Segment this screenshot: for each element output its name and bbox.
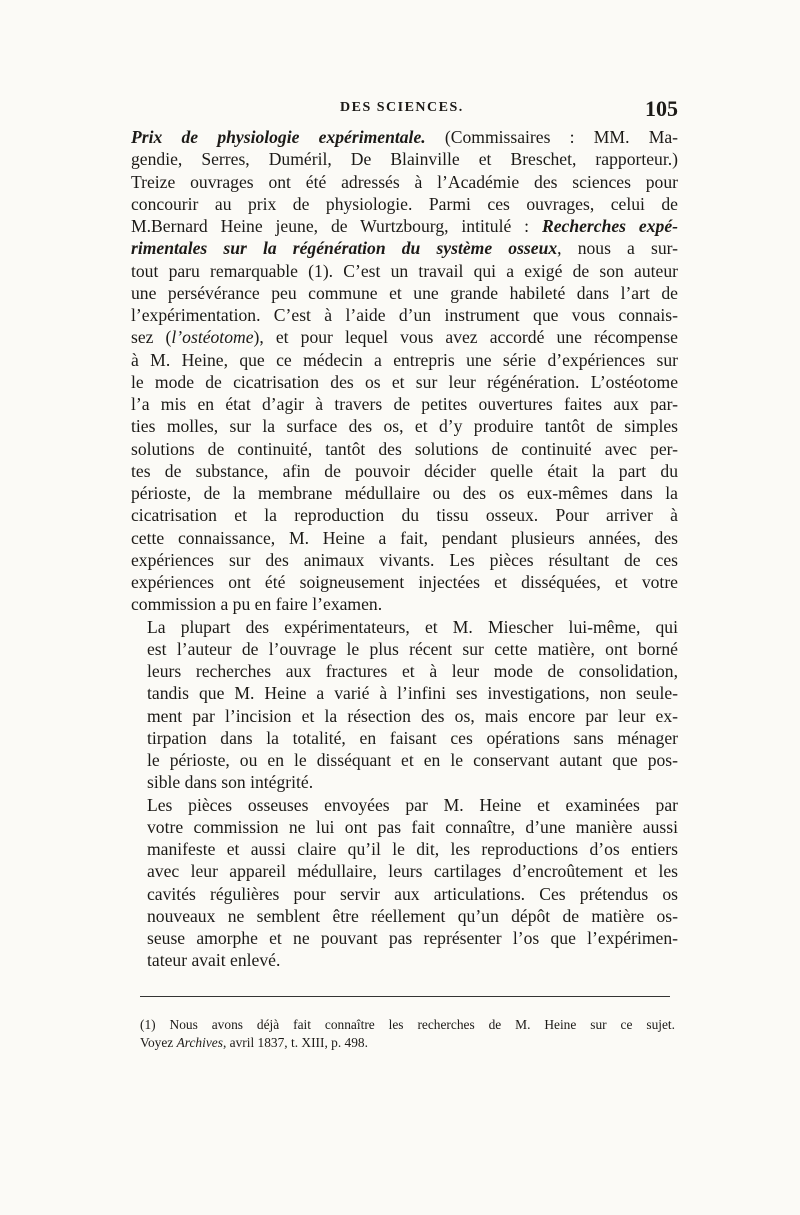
text-line: ties molles, sur la surface des os, et d’y produire tantôt de simples bbox=[131, 416, 678, 437]
text-segment: , avril 1837, t. XIII, p. 498. bbox=[222, 1035, 368, 1050]
text-line: gendie, Serres, Duméril, De Blainville et Breschet, rapporteur.) bbox=[131, 149, 678, 170]
italic-term: l’ostéotome bbox=[171, 327, 254, 348]
text-segment: M.Bernard Heine jeune, de Wurtzbourg, intitulé : bbox=[131, 216, 542, 236]
text-line: leurs recherches aux fractures et à leur mode de consolidation, bbox=[147, 661, 678, 681]
text-segment: (Commissaires : MM. Ma- bbox=[425, 127, 678, 147]
text-segment: Voyez bbox=[140, 1035, 177, 1050]
footnote bbox=[140, 1016, 675, 1052]
text-line bbox=[131, 215, 678, 237]
journal-title: Archives bbox=[176, 1035, 223, 1050]
text-line: solutions de continuité, tantôt des solutions de continuité avec per- bbox=[131, 438, 678, 459]
text-line: Les pièces osseuses envoyées par M. Heine et examinées par bbox=[147, 794, 678, 815]
footnote-line bbox=[140, 1034, 675, 1052]
text-line: sible dans son intégrité. bbox=[147, 772, 314, 793]
text-line: l’a mis en état d’agir à travers de petites ouvertures faites aux par- bbox=[131, 394, 678, 414]
text-segment: sez ( bbox=[131, 327, 172, 348]
text-line: tateur avait enlevé. bbox=[147, 950, 281, 971]
page-header bbox=[130, 96, 678, 126]
text-line: expériences ont été soigneusement injectées et disséquées, et votre bbox=[131, 572, 678, 592]
text-line: tandis que M. Heine a varié à l’infini ses investigations, non seule- bbox=[147, 683, 678, 704]
text-line: le périoste, ou en le disséquant et en le conservant autant que pos- bbox=[147, 750, 678, 770]
text-line: cette connaissance, M. Heine a fait, pendant plusieurs années, des bbox=[131, 527, 678, 548]
text-line: manifeste et aussi claire qu’il le dit, les reproductions d’os entiers bbox=[147, 839, 678, 859]
text-line: le mode de cicatrisation des os et sur leur régénération. L’ostéotome bbox=[131, 371, 678, 392]
text-line: l’expérimentation. C’est à l’aide d’un instrument que vous connais- bbox=[131, 305, 678, 325]
footnote-divider bbox=[140, 996, 670, 997]
paragraph-experimenters bbox=[131, 616, 678, 794]
text-line: périoste, de la membrane médullaire ou des os eux-mêmes dans la bbox=[131, 483, 678, 503]
text-line: est l’auteur de l’ouvrage le plus récent sur cette matière, ont borné bbox=[147, 638, 678, 659]
text-line: concourir au prix de physiologie. Parmi ces ouvrages, celui de bbox=[131, 193, 678, 214]
text-line: ment par l’incision et la résection des os, mais encore par leur ex- bbox=[147, 705, 678, 726]
text-line: à M. Heine, que ce médecin a entrepris une série d’expériences sur bbox=[131, 349, 678, 370]
text-line bbox=[131, 126, 678, 148]
footnote-line: (1) Nous avons déjà fait connaître les recherches de M. Heine sur ce sujet. bbox=[140, 1017, 675, 1032]
text-line: commission a pu en faire l’examen. bbox=[131, 594, 383, 615]
paragraph-bone-pieces bbox=[131, 794, 678, 972]
page-number: 105 bbox=[645, 96, 678, 121]
text-line: expériences sur des animaux vivants. Les pièces résultant de ces bbox=[131, 549, 678, 570]
work-title-cont: rimentales sur la régénération du système osseux bbox=[131, 238, 558, 259]
text-line: nouveaux ne semblent être réellement qu’un dépôt de matière os- bbox=[147, 905, 678, 926]
text-line bbox=[131, 326, 678, 348]
paragraph-prize-physiology bbox=[131, 126, 678, 616]
text-line: tout paru remarquable (1). C’est un travail qui a exigé de son auteur bbox=[131, 260, 678, 281]
running-head: DES SCIENCES. bbox=[340, 100, 464, 115]
text-line bbox=[131, 237, 678, 259]
text-line: votre commission ne lui ont pas fait connaître, d’une manière aussi bbox=[147, 816, 678, 837]
prize-title: Prix de physiologie expérimentale. bbox=[131, 127, 426, 147]
text-line: La plupart des expérimentateurs, et M. Miescher lui-même, qui bbox=[147, 616, 678, 637]
text-segment: ), et pour lequel vous avez accordé une récompense bbox=[253, 327, 678, 348]
text-line: avec leur appareil médullaire, leurs cartilages d’encroûtement et les bbox=[147, 861, 678, 882]
text-line: cicatrisation et la reproduction du tissu osseux. Pour arriver à bbox=[131, 505, 678, 526]
work-title: Recherches expé- bbox=[541, 216, 679, 236]
text-line: tirpation dans la totalité, en faisant ces opérations sans ménager bbox=[147, 727, 678, 748]
body-text bbox=[131, 126, 678, 972]
text-line: seuse amorphe et ne pouvant pas représenter l’os que l’expérimen- bbox=[147, 928, 678, 948]
text-line: tes de substance, afin de pouvoir décider quelle était la part du bbox=[131, 460, 678, 481]
text-segment: , nous a sur- bbox=[557, 238, 678, 259]
text-line: cavités régulières pour servir aux articulations. Ces prétendus os bbox=[147, 883, 678, 904]
text-line: Treize ouvrages ont été adressés à l’Académie des sciences pour bbox=[131, 171, 678, 192]
text-line: une persévérance peu commune et une grande habileté dans l’art de bbox=[131, 282, 678, 303]
